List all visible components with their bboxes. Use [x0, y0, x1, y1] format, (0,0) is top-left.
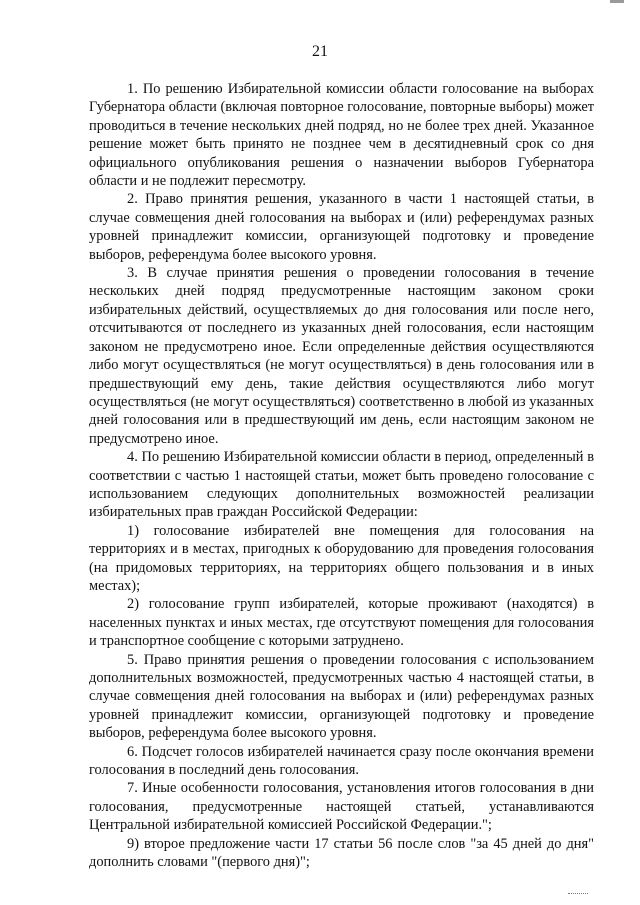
paragraph-part-3: 3. В случае принятия решения о проведении голосования в течение нескольких дней подряд предусмотренные настоящим законом сроки избирательных действий, осуществляемых до дня голосования или после него, отсчитываются от последнего из указанных дней голосования, если настоящим законом не предусмотрено иное. Если определенные действия осуществляются либо могут осуществляться (не могут осуществляться) в день голосования или в предшествующий ему день, такие действия осуществляются либо могут осуществляться (не могут осуществляться) соответственно в любой из указанных дней голосования или в предшествующий им день, если настоящим законом не предусмотрено иное. [89, 265, 594, 447]
paragraph-part-5: 5. Право принятия решения о проведении голосования с использованием дополнительных возможностей, предусмотренных частью 4 настоящей статьи, в случае совмещения дней голосования на выборах и (или) референдумах разных уровней принадлежит комиссии, организующей подготовку и проведение выборов, референдума более высокого уровня. [89, 651, 594, 742]
paragraph-part-2: 2. Право принятия решения, указанного в части 1 настоящей статьи, в случае совмещения дней голосования на выборах и (или) референдумах разных уровней принадлежит комиссии, организующей подготовку и проведение выборов, референдума более высокого уровня. [89, 191, 594, 263]
document-body [89, 80, 594, 871]
list-item-1: 1) голосование избирателей вне помещения для голосования на территориях и в местах, пригодных к оборудованию для проведения голосования (на придомовых территориях, на территориях общего пользования и в иных местах); [89, 522, 594, 594]
paragraph-item-9: 9) второе предложение части 17 статьи 56 после слов "за 45 дней до дня" дополнить словами "(первого дня)"; [89, 835, 594, 871]
scan-bottom-mark [568, 893, 588, 897]
paragraph-part-6: 6. Подсчет голосов избирателей начинается сразу после окончания времени голосования в последний день голосования. [89, 743, 594, 779]
list-item-2: 2) голосование групп избирателей, которые проживают (находятся) в населенных пунктах и иных местах, где отсутствуют помещения для голосования и транспортное сообщение с которыми затруднено. [89, 596, 594, 650]
page-number: 21 [312, 43, 328, 60]
paragraph-part-4: 4. По решению Избирательной комиссии области в период, определенный в соответствии с частью 1 настоящей статьи, может быть проведено голосование с использованием следующих дополнительных возможностей реализации избирательных прав граждан Российской Федерации: [89, 449, 594, 521]
scan-corner-mark [610, 0, 624, 3]
paragraph-part-7: 7. Иные особенности голосования, установления итогов голосования в дни голосования, предусмотренные настоящей статьей, устанавливаются Центральной избирательной комиссией Российской Федерации."; [89, 780, 594, 834]
paragraph-part-1: 1. По решению Избирательной комиссии области голосование на выборах Губернатора области (включая повторное голосование, повторные выборы) может проводиться в течение нескольких дней подряд, но не более трех дней. Указанное решение может быть принято не позднее чем в десятидневный срок со дня официального опубликования решения о назначении выборов Губернатора области и не подлежит пересмотру. [89, 81, 594, 190]
